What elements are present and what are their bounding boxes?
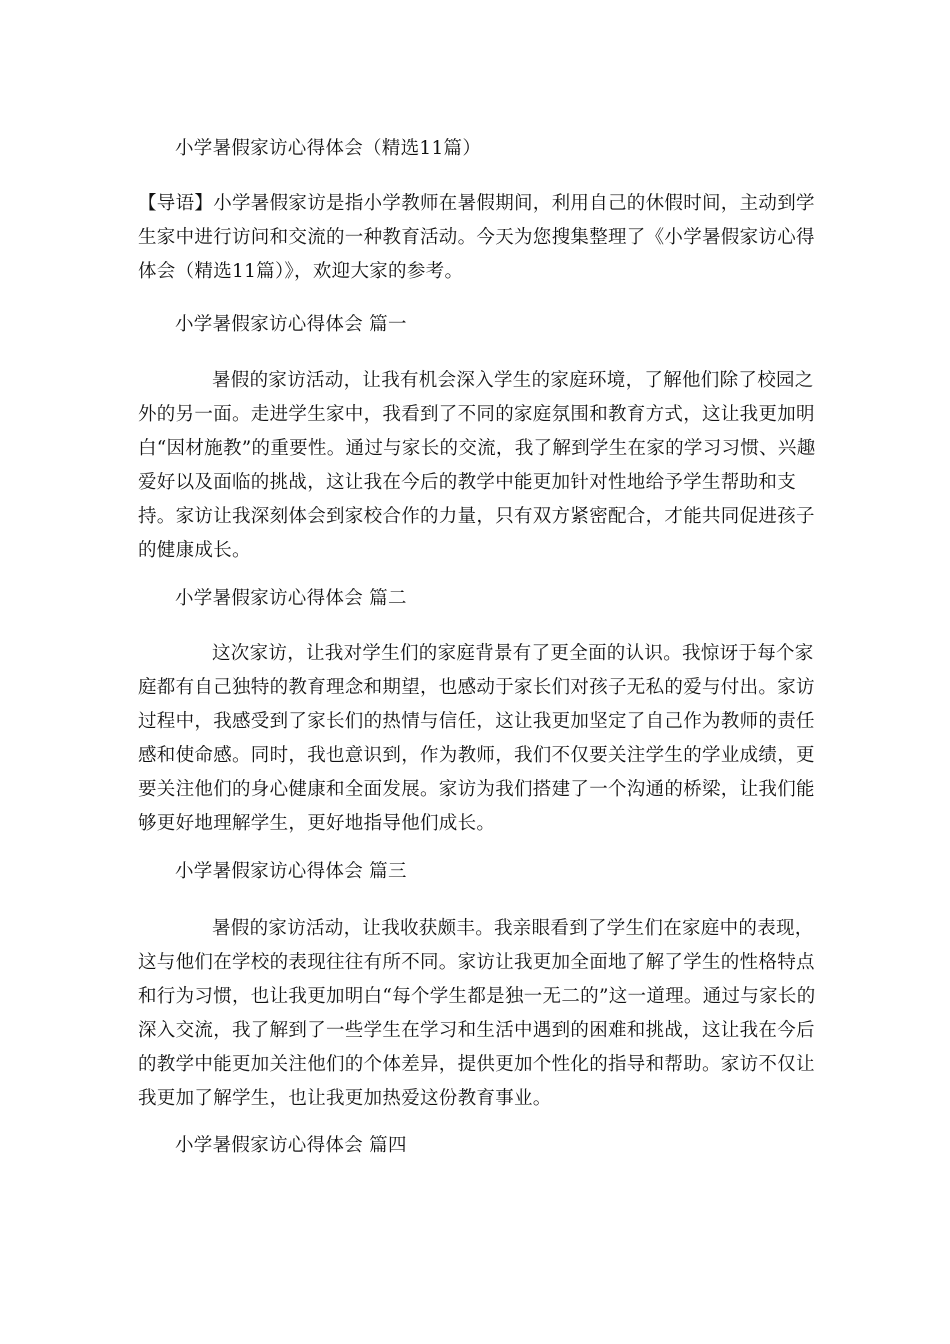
- section-heading-4: 小学暑假家访心得体会 篇四: [175, 1135, 407, 1156]
- intro-paragraph: 【导语】小学暑假家访是指小学教师在暑假期间，利用自己的休假时间，主动到学生家中进行访问和交流的一种教育活动。今天为您搜集整理了《小学暑假家访心得体会（精选11篇）》，欢迎大家的参考。: [138, 193, 815, 282]
- document-title: 小学暑假家访心得体会（精选11篇）: [175, 138, 482, 159]
- section-heading-2: 小学暑假家访心得体会 篇二: [175, 588, 407, 609]
- section-body-2: 这次家访，让我对学生们的家庭背景有了更全面的认识。我惊讶于每个家庭都有自己独特的教育理念和期望，也感动于家长们对孩子无私的爱与付出。家访过程中，我感受到了家长们的热情与信任，这让我更加坚定了自己作为教师的责任感和使命感。同时，我也意识到，作为教师，我们不仅要关注学生的学业成绩，更要关注他们的身心健康和全面发展。家访为我们搭建了一个沟通的桥梁，让我们能够更好地理解学生，更好地指导他们成长。: [138, 643, 815, 834]
- section-body-3: 暑假的家访活动，让我收获颇丰。我亲眼看到了学生们在家庭中的表现，这与他们在学校的表现往往有所不同。家访让我更加全面地了解了学生的性格特点和行为习惯，也让我更加明白“每个学生都是独一无二的”这一道理。通过与家长的深入交流，我了解到了一些学生在学习和生活中遇到的困难和挑战，这让我在今后的教学中能更加关注他们的个体差异，提供更加个性化的指导和帮助。家访不仅让我更加了解学生，也让我更加热爱这份教育事业。: [138, 918, 816, 1109]
- section-heading-3: 小学暑假家访心得体会 篇三: [175, 861, 407, 882]
- section-body-1: 暑假的家访活动，让我有机会深入学生的家庭环境，了解他们除了校园之外的另一面。走进学生家中，我看到了不同的家庭氛围和教育方式，这让我更加明白“因材施教”的重要性。通过与家长的交流，我了解到学生在家的学习习惯、兴趣爱好以及面临的挑战，这让我在今后的教学中能更加针对性地给予学生帮助和支持。家访让我深刻体会到家校合作的力量，只有双方紧密配合，才能共同促进孩子的健康成长。: [138, 370, 816, 561]
- section-heading-1: 小学暑假家访心得体会 篇一: [175, 314, 407, 335]
